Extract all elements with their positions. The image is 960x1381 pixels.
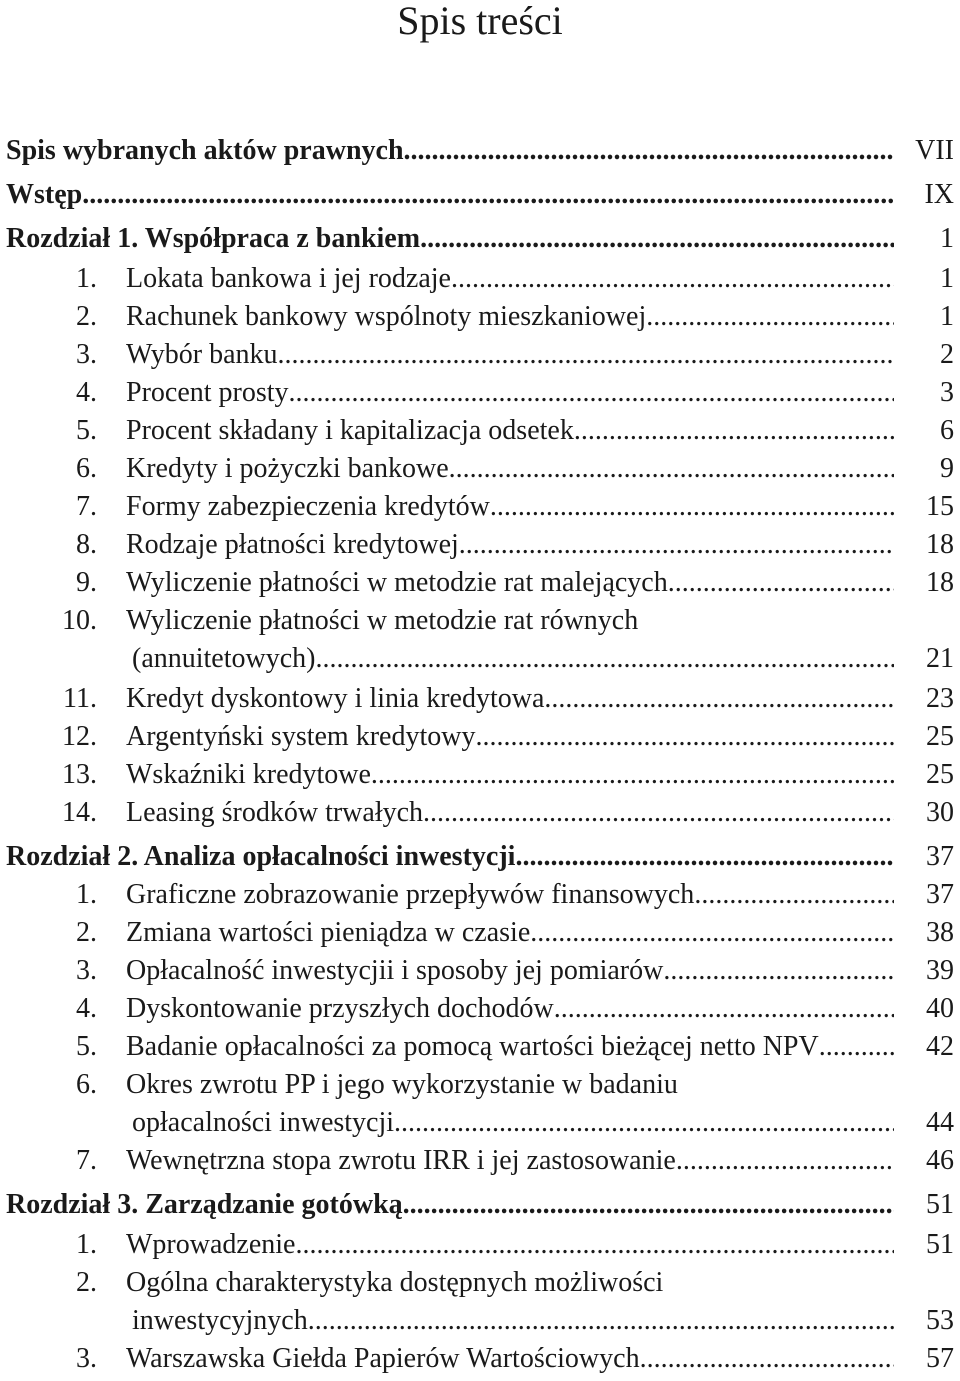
page-number: 38 (926, 917, 954, 948)
dot-leader (82, 178, 894, 212)
dot-leader (289, 376, 894, 410)
entry-title (126, 490, 894, 524)
page-number: 40 (926, 993, 954, 1024)
entry-number: 11. (63, 683, 97, 714)
entry-title (126, 1342, 894, 1376)
dot-leader (663, 954, 894, 988)
entry-number: 14. (62, 797, 97, 828)
toc-chapter-entry (0, 178, 960, 216)
entry-title (6, 134, 894, 168)
page-number: 42 (926, 1031, 954, 1062)
dot-leader (403, 1188, 894, 1222)
entry-number: 8. (76, 529, 97, 560)
dot-leader (295, 1228, 894, 1262)
entry-title (132, 642, 894, 676)
page-number: 37 (926, 841, 954, 872)
page-number: 9 (940, 453, 954, 484)
page-number: 18 (926, 529, 954, 560)
page-number: VII (915, 135, 954, 166)
page-number: 3 (940, 377, 954, 408)
entry-title (126, 1030, 894, 1064)
toc-entry (0, 878, 960, 916)
dot-leader (574, 414, 894, 448)
entry-title (132, 1304, 894, 1338)
page-number: 39 (926, 955, 954, 986)
page-number: 2 (940, 339, 954, 370)
entry-number: 1. (76, 263, 97, 294)
dot-leader (544, 682, 894, 716)
entry-label: Rozdział 1. Współpraca z bankiem (6, 223, 421, 254)
entry-title (132, 1106, 894, 1140)
entry-title (126, 720, 894, 754)
entry-label: (annuitetowych) (132, 643, 316, 674)
entry-title (6, 1188, 894, 1222)
entry-number: 1. (76, 879, 97, 910)
entry-title (126, 452, 894, 486)
dot-leader (668, 566, 894, 600)
toc-chapter-entry (0, 1188, 960, 1226)
entry-title (126, 300, 894, 334)
entry-title (126, 916, 894, 950)
dot-leader (475, 720, 894, 754)
entry-label: Procent składany i kapitalizacja odsetek (126, 415, 574, 446)
entry-label: Badanie opłacalności za pomocą wartości bieżącej netto NPV (126, 1031, 819, 1062)
dot-leader (451, 262, 894, 296)
dot-leader (404, 134, 894, 168)
toc-entry (0, 528, 960, 566)
entry-label: Wskaźniki kredytowe (126, 759, 371, 790)
entry-label: Kredyt dyskontowy i linia kredytowa (126, 683, 545, 714)
toc-entry (0, 1228, 960, 1266)
entry-title (126, 528, 894, 562)
entry-label: Wewnętrzna stopa zwrotu IRR i jej zastosowanie (126, 1145, 676, 1176)
page-number: 37 (926, 879, 954, 910)
page-number: 57 (926, 1343, 954, 1374)
dot-leader (554, 992, 894, 1026)
dot-leader (459, 528, 894, 562)
entry-label: Ogólna charakterystyka dostępnych możliwości (126, 1267, 664, 1298)
page-number: 53 (926, 1305, 954, 1336)
entry-title (126, 566, 894, 600)
entry-label: Graficzne zobrazowanie przepływów finansowych (126, 879, 695, 910)
page-number: 25 (926, 721, 954, 752)
entry-label: inwestycyjnych (132, 1305, 308, 1336)
entry-title (126, 338, 894, 372)
entry-number: 10. (62, 605, 97, 636)
toc-chapter-entry (0, 840, 960, 878)
toc-entry (0, 376, 960, 414)
dot-leader (530, 916, 894, 950)
entry-title (126, 682, 894, 716)
entry-title (126, 878, 894, 912)
entry-title (6, 840, 894, 874)
toc-entry (0, 604, 960, 642)
page-number: 15 (926, 491, 954, 522)
page-number: 25 (926, 759, 954, 790)
toc-entry (0, 566, 960, 604)
entry-label: Kredyty i pożyczki bankowe (126, 453, 449, 484)
entry-number: 3. (76, 1343, 97, 1374)
dot-leader (640, 1342, 894, 1376)
entry-label: Procent prosty (126, 377, 289, 408)
entry-label: opłacalności inwestycji (132, 1107, 395, 1138)
entry-title (126, 796, 894, 830)
entry-number: 5. (76, 415, 97, 446)
toc-entry (0, 1266, 960, 1304)
toc-entry (0, 758, 960, 796)
toc-entry (0, 682, 960, 720)
entry-label: Wyliczenie płatności w metodzie rat malejących (126, 567, 668, 598)
entry-label: Argentyński system kredytowy (126, 721, 476, 752)
toc-entry (0, 992, 960, 1030)
dot-leader (694, 878, 894, 912)
entry-number: 3. (76, 339, 97, 370)
toc-entry (0, 720, 960, 758)
entry-title (126, 1228, 894, 1262)
toc-entry (0, 452, 960, 490)
entry-number: 4. (76, 377, 97, 408)
dot-leader (308, 1304, 894, 1338)
entry-number: 4. (76, 993, 97, 1024)
entry-title (126, 954, 894, 988)
entry-number: 6. (76, 453, 97, 484)
entry-label: Rachunek bankowy wspólnoty mieszkaniowej (126, 301, 647, 332)
page-number: 6 (940, 415, 954, 446)
entry-label: Wstęp (6, 179, 83, 210)
toc-entry (0, 490, 960, 528)
page-number: IX (924, 179, 954, 210)
dot-leader (420, 222, 894, 256)
toc-chapter-entry (0, 222, 960, 260)
toc-entry (0, 1304, 960, 1342)
page-number: 1 (940, 301, 954, 332)
entry-label: Rodzaje płatności kredytowej (126, 529, 459, 560)
page-number: 1 (940, 223, 954, 254)
page-number: 21 (926, 643, 954, 674)
entry-label: Formy zabezpieczenia kredytów (126, 491, 490, 522)
toc-entry (0, 796, 960, 834)
dot-leader (676, 1144, 894, 1178)
toc-entry (0, 1068, 960, 1106)
entry-number: 2. (76, 1267, 97, 1298)
entry-label: Lokata bankowa i jej rodzaje (126, 263, 451, 294)
entry-title (126, 604, 894, 638)
entry-title (126, 1266, 894, 1300)
entry-label: Wybór banku (126, 339, 278, 370)
entry-label: Dyskontowanie przyszłych dochodów (126, 993, 554, 1024)
toc-entry (0, 338, 960, 376)
entry-label: Spis wybranych aktów prawnych (6, 135, 404, 166)
dot-leader (423, 796, 894, 830)
toc-entry (0, 916, 960, 954)
toc-entry (0, 300, 960, 338)
entry-label: Rozdział 3. Zarządzanie gotówką (6, 1189, 403, 1220)
entry-title (126, 1144, 894, 1178)
entry-label: Wprowadzenie (126, 1229, 296, 1260)
toc-entry (0, 1106, 960, 1144)
entry-number: 1. (76, 1229, 97, 1260)
entry-number: 7. (76, 491, 97, 522)
entry-label: Rozdział 2. Analiza opłacalności inwestycji (6, 841, 516, 872)
dot-leader (449, 452, 894, 486)
entry-number: 7. (76, 1145, 97, 1176)
entry-label: Wyliczenie płatności w metodzie rat równych (126, 605, 639, 636)
dot-leader (371, 758, 894, 792)
entry-label: Opłacalność inwestycjii i sposoby jej pomiarów (126, 955, 664, 986)
toc-entry (0, 642, 960, 680)
entry-title (126, 1068, 894, 1102)
page-number: 18 (926, 567, 954, 598)
entry-number: 3. (76, 955, 97, 986)
entry-label: Warszawska Giełda Papierów Wartościowych (126, 1343, 640, 1374)
entry-label: Leasing środków trwałych (126, 797, 424, 828)
page-number: 23 (926, 683, 954, 714)
entry-title (6, 178, 894, 212)
entry-number: 5. (76, 1031, 97, 1062)
toc-entry (0, 414, 960, 452)
page-number: 46 (926, 1145, 954, 1176)
toc-entry (0, 1030, 960, 1068)
toc-entry (0, 262, 960, 300)
entry-title (126, 758, 894, 792)
toc-entry (0, 1342, 960, 1380)
page-number: 1 (940, 263, 954, 294)
dot-leader (278, 338, 895, 372)
page-number: 30 (926, 797, 954, 828)
dot-leader (819, 1030, 894, 1064)
page-number: 51 (926, 1229, 954, 1260)
dot-leader (515, 840, 894, 874)
entry-number: 9. (76, 567, 97, 598)
toc-entry (0, 1144, 960, 1182)
entry-label: Okres zwrotu PP i jego wykorzystanie w badaniu (126, 1069, 678, 1100)
dot-leader (394, 1106, 894, 1140)
entry-title (6, 222, 894, 256)
entry-title (126, 414, 894, 448)
page-number: 44 (926, 1107, 954, 1138)
entry-title (126, 376, 894, 410)
toc-chapter-entry (0, 134, 960, 172)
entry-number: 2. (76, 301, 97, 332)
entry-title (126, 262, 894, 296)
dot-leader (316, 642, 895, 676)
entry-number: 12. (62, 721, 97, 752)
entry-label: Zmiana wartości pieniądza w czasie (126, 917, 531, 948)
dot-leader (646, 300, 894, 334)
page-title: Spis treści (397, 0, 563, 43)
entry-number: 13. (62, 759, 97, 790)
entry-number: 6. (76, 1069, 97, 1100)
dot-leader (490, 490, 894, 524)
page-number: 51 (926, 1189, 954, 1220)
entry-number: 2. (76, 917, 97, 948)
toc-entry (0, 954, 960, 992)
entry-title (126, 992, 894, 1026)
